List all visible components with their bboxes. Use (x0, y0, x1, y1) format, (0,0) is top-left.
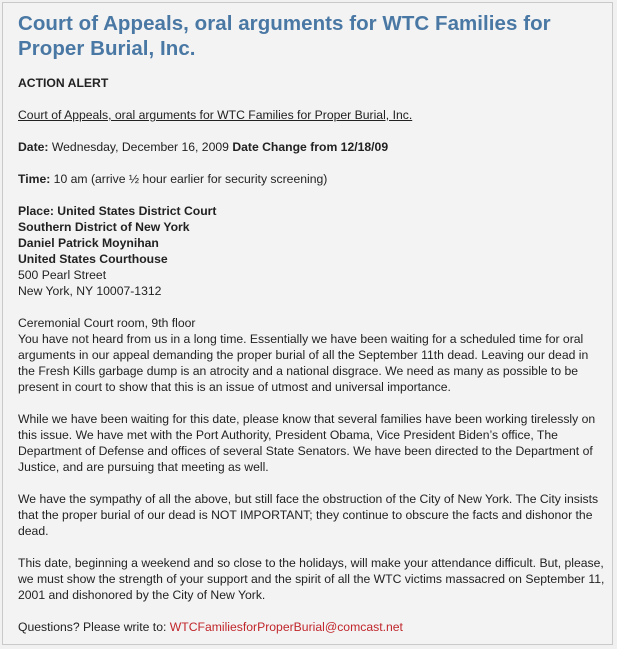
questions-prefix: Questions? Please write to: (18, 620, 170, 634)
place-label: Place: (18, 204, 54, 218)
body-paragraph-3: We have the sympathy of all the above, but still face the obstruction of the City of New York. The City insists that the proper burial of our dead is NOT IMPORTANT; they continue to obscure the facts and dishonor the dead. (18, 492, 599, 538)
date-change: Date Change from 12/18/09 (232, 140, 389, 154)
article (18, 11, 608, 635)
date-value: Wednesday, December 16, 2009 (48, 140, 233, 154)
action-alert-label: ACTION ALERT (18, 76, 109, 90)
body-paragraph-1: You have not heard from us in a long time. Essentially we have been waiting for a scheduled time for oral arguments in our appeal demanding the proper burial of all the September 11th dead. Leaving our dead in the Fresh Kills garbage dump is an atrocity and a national disgrace. We need as many as possible to be present in court to show that this is an issue of utmost and universal importance. (18, 332, 589, 394)
body-paragraph-4: This date, beginning a weekend and so close to the holidays, will make your attendance difficult. But, please, we must show the strength of your support and the spirit of all the WTC victims massacred on September 11, 2001 and dishonored by the City of New York. (18, 556, 605, 602)
address-city: New York, NY 10007-1312 (18, 284, 162, 298)
page-title: Court of Appeals, oral arguments for WTC Families for Proper Burial, Inc. (18, 12, 551, 60)
place-line-2: Southern District of New York (18, 220, 190, 234)
questions-line (18, 619, 608, 635)
place-block (18, 203, 608, 299)
place-line-4: United States Courthouse (18, 252, 168, 266)
date-label: Date: (18, 140, 49, 154)
time-label: Time: (18, 172, 51, 186)
date-line (18, 139, 608, 155)
time-value: 10 am (arrive ½ hour earlier for security screening) (50, 172, 328, 186)
article-link[interactable]: Court of Appeals, oral arguments for WTC Families for Proper Burial, Inc. (18, 108, 413, 122)
place-line-1: United States District Court (53, 204, 217, 218)
place-line-3: Daniel Patrick Moynihan (18, 236, 159, 250)
room-line: Ceremonial Court room, 9th floor (18, 316, 196, 330)
time-line (18, 171, 608, 187)
address-street: 500 Pearl Street (18, 268, 107, 282)
page-frame (2, 2, 613, 645)
contact-email-link[interactable]: WTCFamiliesforProperBurial@comcast.net (169, 620, 403, 634)
body-paragraph-2: While we have been waiting for this date, please know that several families have been working tirelessly on this issue. We have met with the Port Authority, President Obama, Vice President Biden’s office, The Department of Defense and offices of several State Senators. We have been directed to the Department of Justice, and are pursuing that meeting as well. (18, 412, 596, 474)
